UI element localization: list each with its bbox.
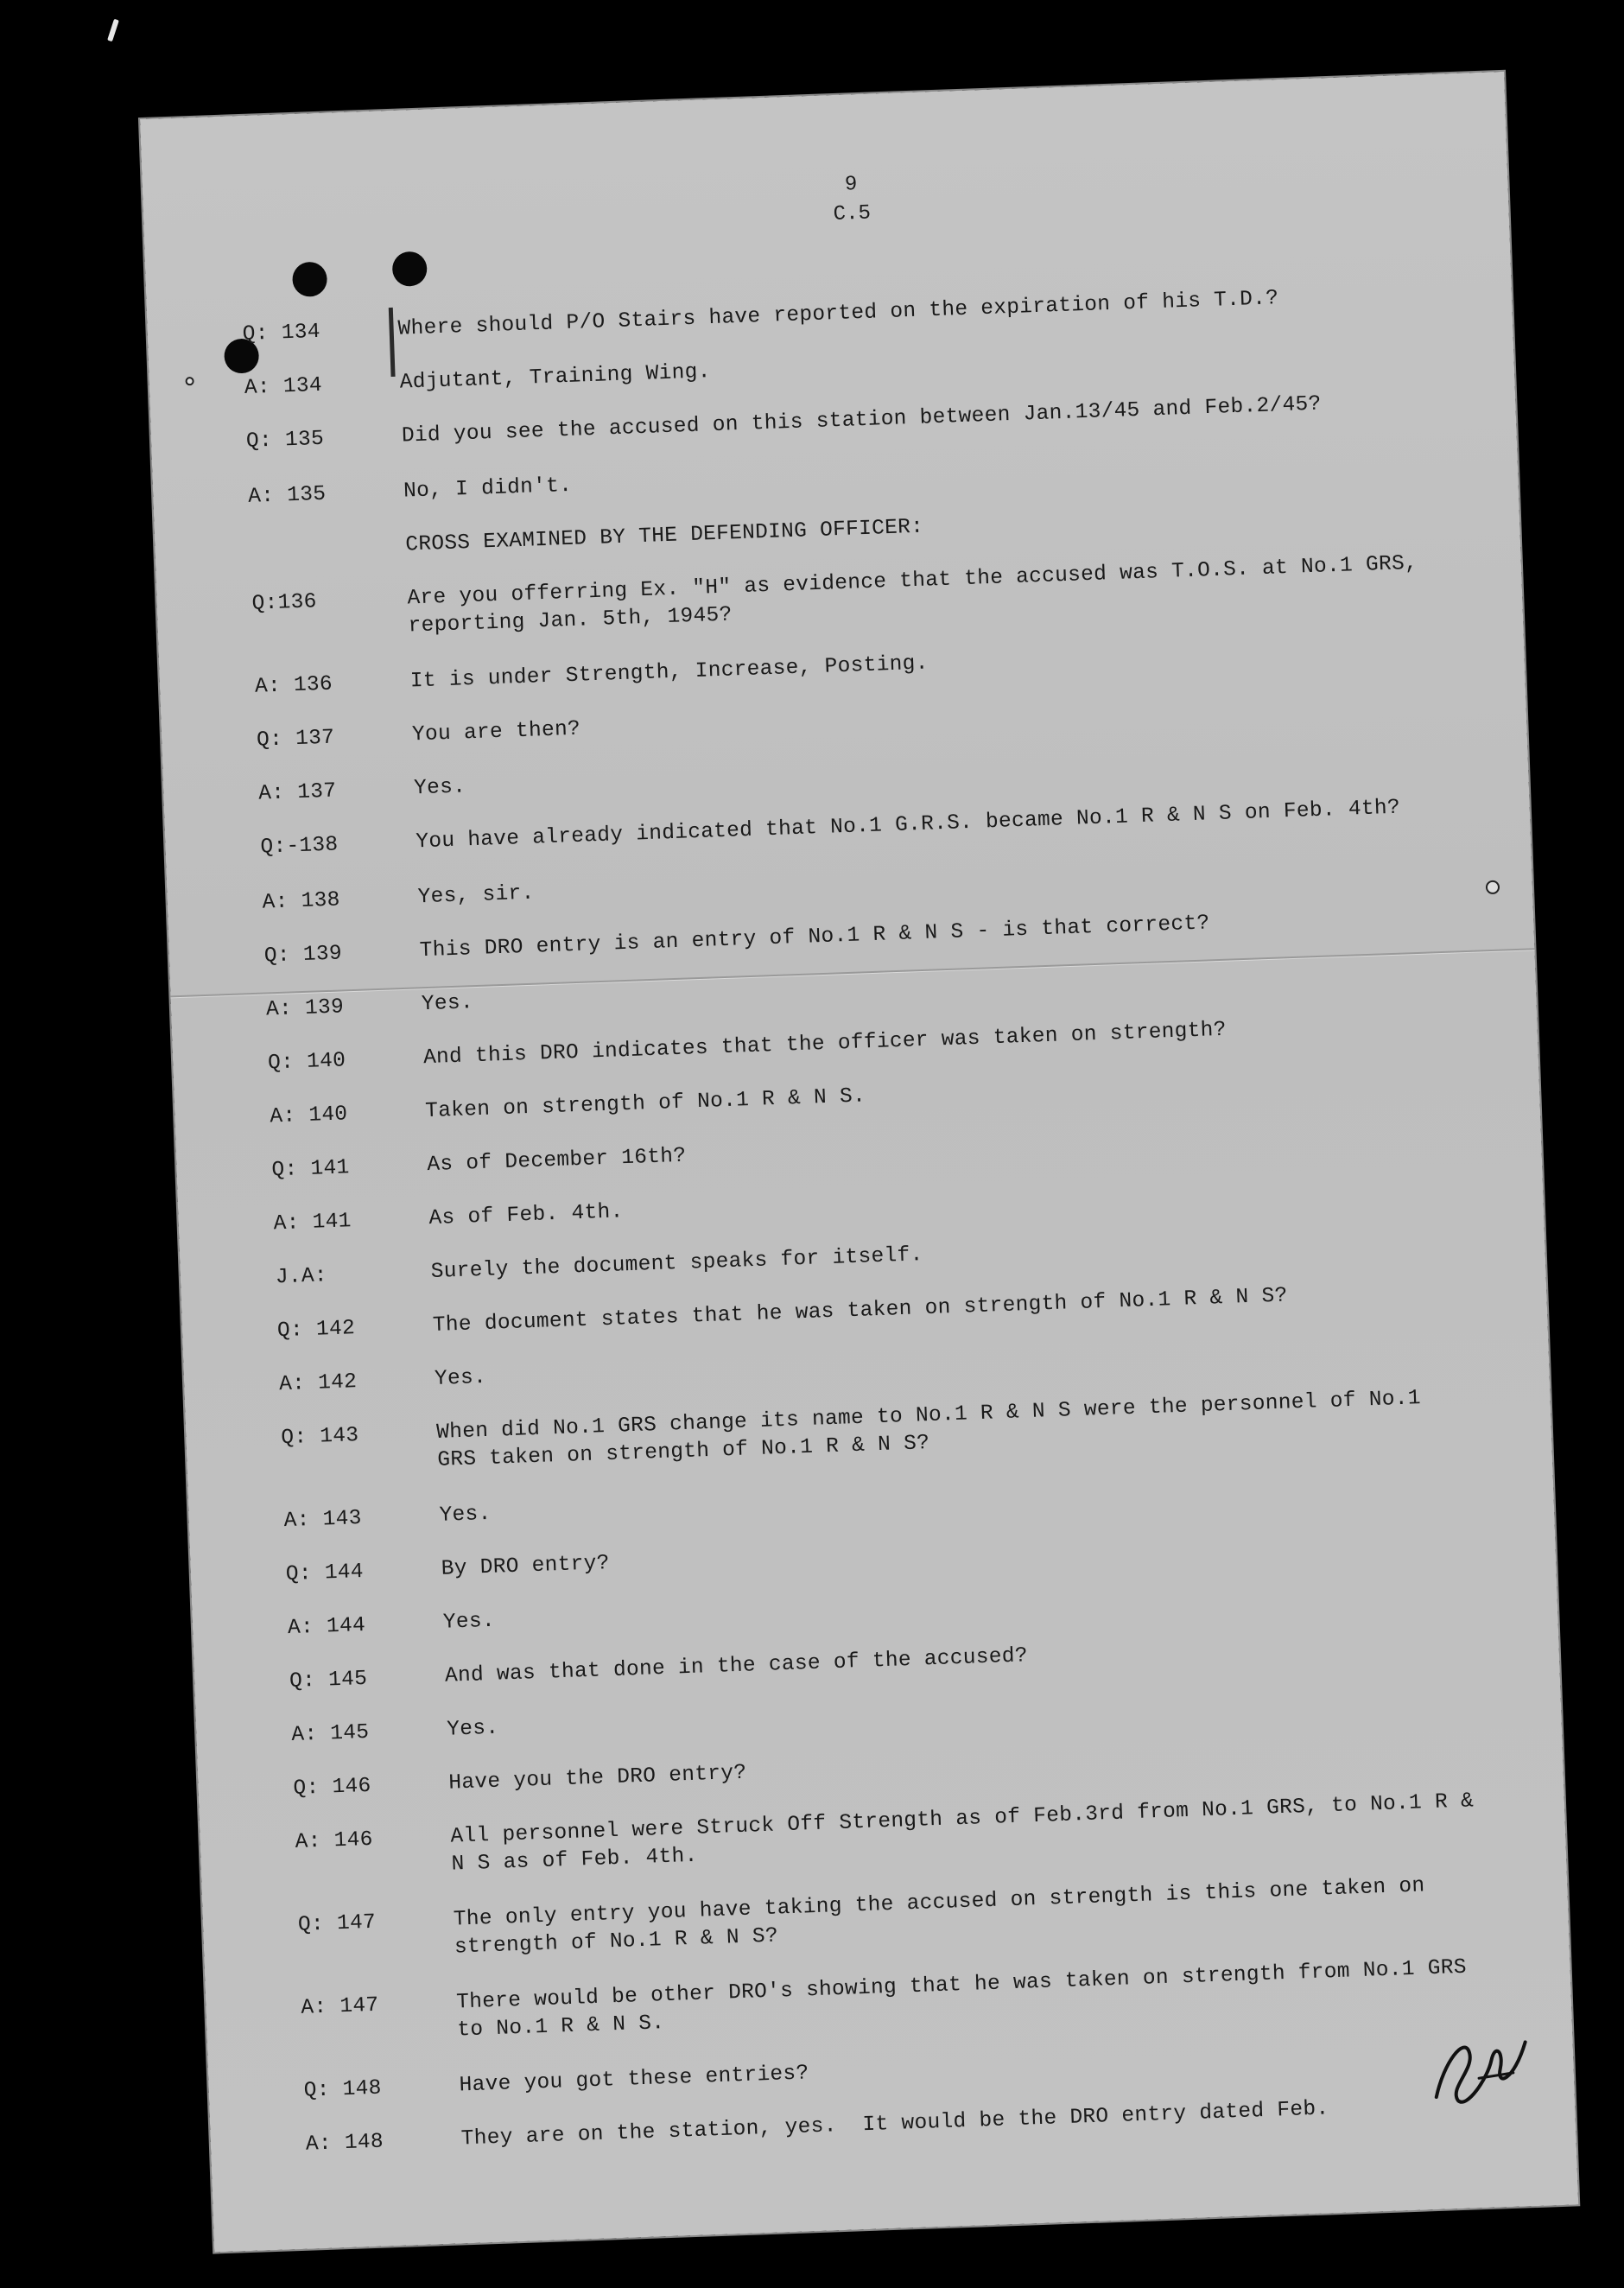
answer-row — [270, 1062, 1462, 1131]
entry-label: Q: 135 — [245, 427, 325, 454]
answer-row — [258, 740, 1450, 809]
entry-text: Have you got these entries? — [459, 2062, 809, 2098]
entry-label: Q: 148 — [303, 2076, 383, 2103]
page-number: 9 — [844, 173, 858, 197]
punch-hole — [292, 262, 327, 297]
question-row — [257, 686, 1449, 755]
answer-row — [279, 1330, 1471, 1399]
answer-row — [291, 1681, 1483, 1750]
paper-speck — [1486, 880, 1500, 895]
section-heading-row — [250, 496, 1442, 565]
question-row — [246, 387, 1438, 456]
entry-label: Q: 145 — [289, 1667, 368, 1694]
entry-label: A: 141 — [273, 1210, 352, 1236]
entry-text: Taken on strength of No.1 R & N S. — [424, 1084, 866, 1124]
entry-label: A: 135 — [247, 482, 327, 509]
entry-text: Yes, sir. — [417, 881, 536, 910]
answer-row — [254, 632, 1446, 702]
question-row — [271, 1115, 1463, 1185]
question-row — [277, 1276, 1469, 1345]
entry-text: It is under Strength, Increase, Posting. — [409, 651, 929, 694]
entry-text: Yes. — [446, 1716, 499, 1742]
entry-text: Have you the DRO entry? — [447, 1761, 747, 1795]
question-row — [251, 550, 1444, 646]
entry-text: Yes. — [413, 775, 466, 801]
answer-row — [266, 955, 1458, 1024]
entry-text: Did you see the accused on this station between Jan.13/45 and Feb.2/45? — [401, 392, 1322, 448]
entry-text: All personnel were Struck Off Strength as of Feb.3rd from No.1 GRS, to No.1 R & N S as of Feb. 4th. — [450, 1789, 1488, 1877]
entry-text: By DRO entry? — [441, 1552, 611, 1581]
entry-label: A: 134 — [244, 373, 323, 400]
entry-label: Q:-138 — [260, 833, 339, 860]
entry-text: Yes. — [439, 1502, 492, 1528]
entry-text: When did No.1 GRS change its name to No.1 R & N S were the personnel of No.1 GRS taken on strength of No.1 R & N S? — [435, 1386, 1435, 1472]
question-row — [298, 1871, 1491, 1967]
question-row — [263, 901, 1456, 970]
entry-text: Yes. — [442, 1609, 496, 1635]
entry-label: A: 146 — [295, 1827, 374, 1854]
entry-label: Q: 139 — [263, 942, 343, 969]
entry-label: Q: 147 — [297, 1910, 377, 1937]
entry-label: A: 140 — [269, 1103, 348, 1129]
entry-label: Q: 134 — [242, 320, 321, 346]
entry-text: And was that done in the case of the accused? — [444, 1644, 1029, 1688]
entry-label: A: 139 — [265, 995, 345, 1022]
page-header — [143, 148, 1508, 254]
entry-label: A: 136 — [254, 672, 333, 699]
punch-hole — [392, 251, 428, 287]
entry-label: Q: 146 — [293, 1774, 371, 1801]
entry-label: Q: 142 — [276, 1317, 356, 1344]
entry-label: A: 148 — [305, 2130, 384, 2157]
entry-text: Adjutant, Training Wing. — [399, 360, 712, 395]
answer-row — [295, 1788, 1488, 1884]
entry-text: The only entry you have taking the accused on strength is this one taken on strength of No.1 R & N S? — [453, 1873, 1438, 1960]
answer-row — [244, 334, 1436, 403]
entry-text: This DRO entry is an entry of No.1 R & N S - is that correct? — [419, 912, 1210, 963]
entry-text: The document states that he was taken on strength of No.1 R & N S? — [432, 1284, 1288, 1338]
entry-label: A: 142 — [278, 1370, 358, 1397]
entry-label: A: 144 — [287, 1613, 366, 1641]
answer-row — [283, 1466, 1475, 1535]
entry-label: Q: 137 — [256, 726, 335, 753]
entry-text: Surely the document speaks for itself. — [430, 1243, 923, 1285]
entry-label: Q: 143 — [280, 1424, 359, 1451]
entry-text: Yes. — [434, 1365, 487, 1391]
question-row — [289, 1627, 1481, 1696]
answer-row — [301, 1954, 1494, 2050]
question-row — [293, 1734, 1485, 1803]
entry-text: And this DRO indicates that the officer was taken on strength? — [422, 1018, 1228, 1071]
entry-label — [250, 532, 405, 537]
question-row — [303, 2037, 1495, 2106]
page-code: C.5 — [833, 201, 872, 227]
answer-row — [273, 1169, 1465, 1238]
entry-text: Are you offerring Ex. "H" as evidence that the accused was T.O.S. at No.1 GRS, reporting Jan. 5th, 1945? — [407, 551, 1431, 639]
entry-label: A: 137 — [257, 779, 337, 806]
remark-row — [275, 1223, 1467, 1292]
testimony-transcript — [242, 280, 1498, 2185]
question-row — [268, 1008, 1460, 1077]
question-row — [242, 280, 1434, 349]
entry-text: Where should P/O Stairs have reported on the expiration of his T.D.? — [397, 287, 1279, 341]
entry-text: You have already indicated that No.1 G.R.S. became No.1 R & N S on Feb. 4th? — [415, 796, 1401, 855]
entry-text: There would be other DRO's showing that he was taken on strength from No.1 GRS to No.1 R & N S. — [455, 1955, 1481, 2043]
question-row — [285, 1520, 1477, 1589]
entry-label: Q: 144 — [285, 1560, 365, 1587]
section-heading: CROSS EXAMINED BY THE DEFENDING OFFICER: — [404, 515, 924, 557]
answer-row — [305, 2090, 1497, 2159]
entry-label: Q:136 — [251, 590, 318, 616]
entry-label: A: 147 — [300, 1993, 379, 2020]
entry-text: They are on the station, yes. It would be the DRO entry dated Feb. — [460, 2097, 1329, 2151]
entry-label: A: 145 — [290, 1720, 370, 1748]
entry-text: You are then? — [411, 717, 581, 747]
entry-label: A: 138 — [262, 888, 341, 915]
film-frame-mark — [107, 19, 119, 42]
answer-row — [288, 1573, 1480, 1643]
paper-speck — [185, 377, 193, 385]
entry-label: Q: 140 — [267, 1049, 346, 1076]
entry-label: A: 143 — [283, 1507, 363, 1534]
entry-label: J.A: — [275, 1264, 328, 1290]
question-row — [281, 1383, 1474, 1480]
answer-row — [262, 848, 1454, 917]
answer-row — [248, 442, 1440, 512]
handwritten-initials — [1417, 2024, 1540, 2115]
entry-text: Yes. — [421, 991, 474, 1017]
entry-label: Q: 141 — [271, 1156, 350, 1183]
entry-text: No, I didn't. — [403, 473, 573, 504]
entry-text: As of Feb. 4th. — [428, 1200, 624, 1231]
document-page — [140, 72, 1578, 2253]
entry-text: As of December 16th? — [426, 1144, 687, 1178]
question-row — [260, 792, 1452, 861]
